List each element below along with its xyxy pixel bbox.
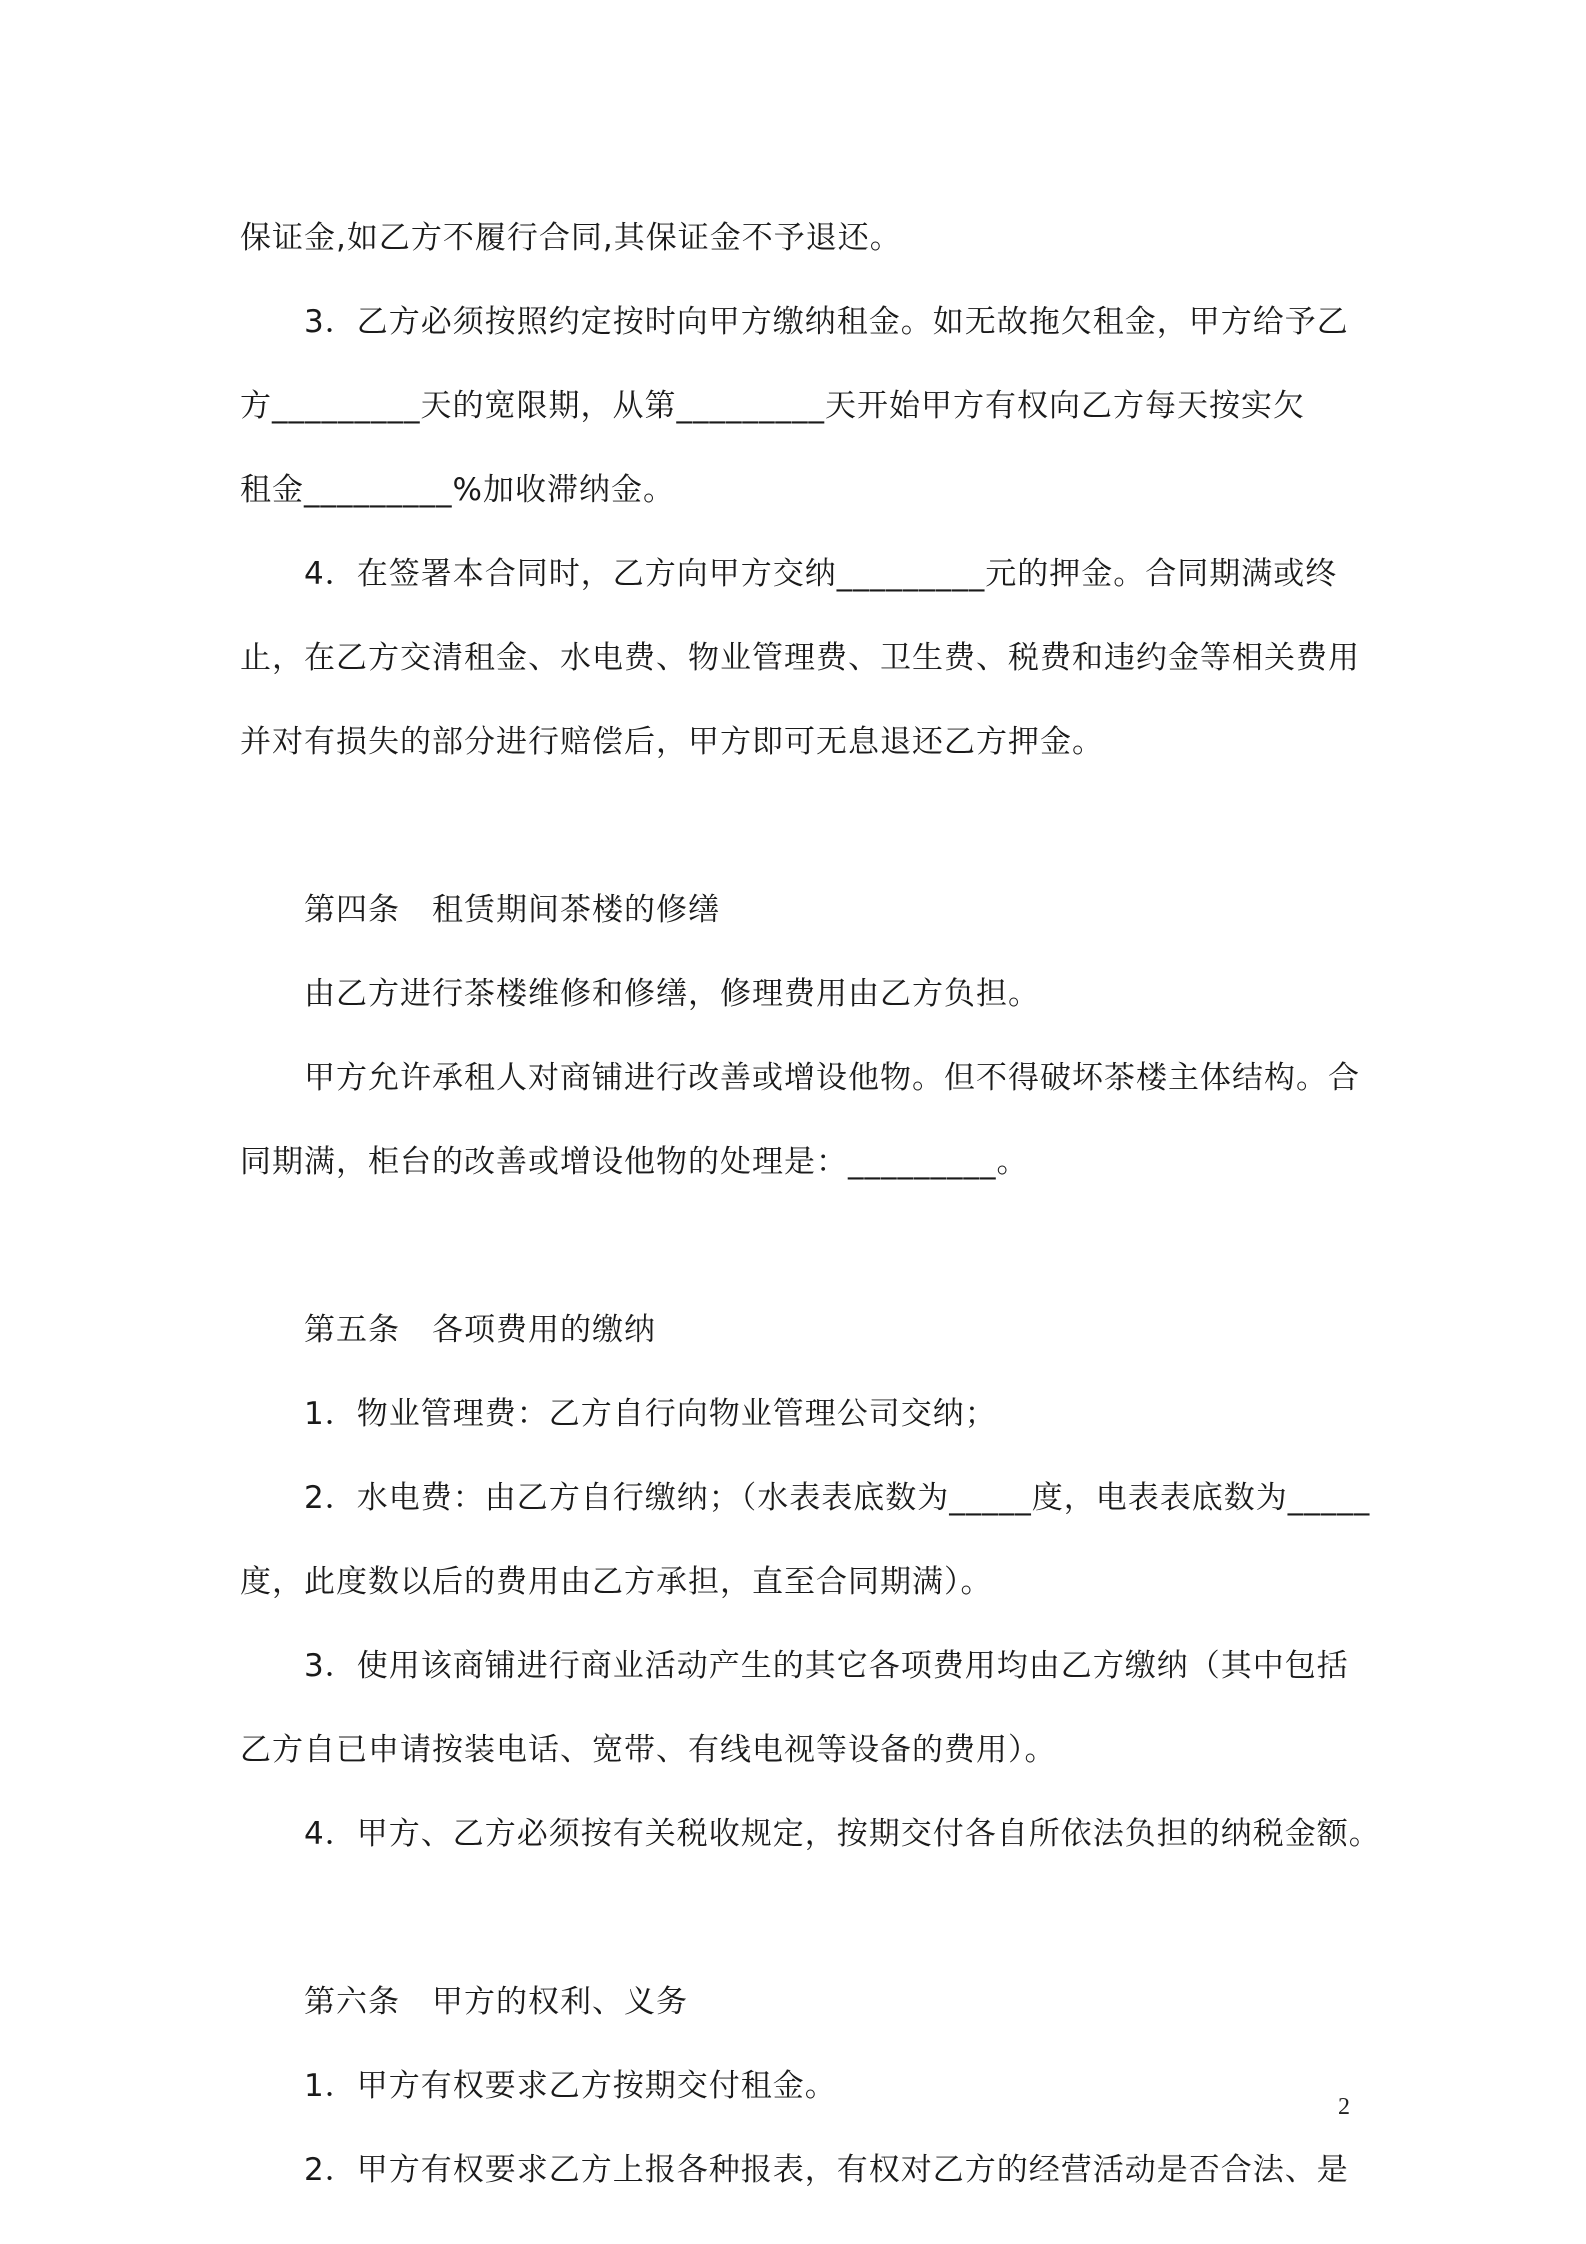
text-line: 保证金,如乙方不履行合同,其保证金不予退还。 (240, 220, 902, 256)
text-line: 同期满，柜台的改善或增设他物的处理是：_________。 (240, 1144, 1029, 1180)
section-heading: 第五条 各项费用的缴纳 (304, 1312, 656, 1348)
text-line: 4．甲方、乙方必须按有关税收规定，按期交付各自所依法负担的纳税金额。 (304, 1816, 1381, 1852)
section-heading: 第四条 租赁期间茶楼的修缮 (304, 892, 720, 928)
paragraph-gap (240, 1876, 1352, 1960)
paragraph-gap (240, 1204, 1352, 1288)
text-line: 2．水电费：由乙方自行缴纳；（水表表底数为_____度，电表表底数为_____ (304, 1480, 1371, 1516)
text-line: 止，在乙方交清租金、水电费、物业管理费、卫生费、税费和违约金等相关费用 (240, 640, 1360, 676)
paragraph-gap (240, 784, 1352, 868)
text-line: 1．甲方有权要求乙方按期交付租金。 (304, 2068, 837, 2104)
text-line: 3．使用该商铺进行商业活动产生的其它各项费用均由乙方缴纳（其中包括 (304, 1648, 1349, 1684)
text-line: 1．物业管理费：乙方自行向物业管理公司交纳； (304, 1396, 997, 1432)
page-number: 2 (1338, 2094, 1350, 2120)
text-line: 并对有损失的部分进行赔偿后，甲方即可无息退还乙方押金。 (240, 724, 1104, 760)
text-line: 方_________天的宽限期，从第_________天开始甲方有权向乙方每天按实欠 (240, 388, 1305, 424)
text-line: 由乙方进行茶楼维修和修缮，修理费用由乙方负担。 (304, 976, 1040, 1012)
text-line: 甲方允许承租人对商铺进行改善或增设他物。但不得破坏茶楼主体结构。合 (304, 1060, 1360, 1096)
text-line: 4．在签署本合同时，乙方向甲方交纳_________元的押金。合同期满或终 (304, 556, 1338, 592)
text-line: 2．甲方有权要求乙方上报各种报表，有权对乙方的经营活动是否合法、是 (304, 2152, 1349, 2188)
text-line: 租金_________%加收滞纳金。 (240, 472, 675, 508)
text-line: 乙方自已申请按装电话、宽带、有线电视等设备的费用）。 (240, 1732, 1057, 1768)
document-body (240, 196, 1381, 2212)
text-line: 度，此度数以后的费用由乙方承担，直至合同期满）。 (240, 1564, 993, 1600)
section-heading: 第六条 甲方的权利、义务 (304, 1984, 688, 2020)
text-line: 3．乙方必须按照约定按时向甲方缴纳租金。如无故拖欠租金，甲方给予乙 (304, 304, 1349, 340)
